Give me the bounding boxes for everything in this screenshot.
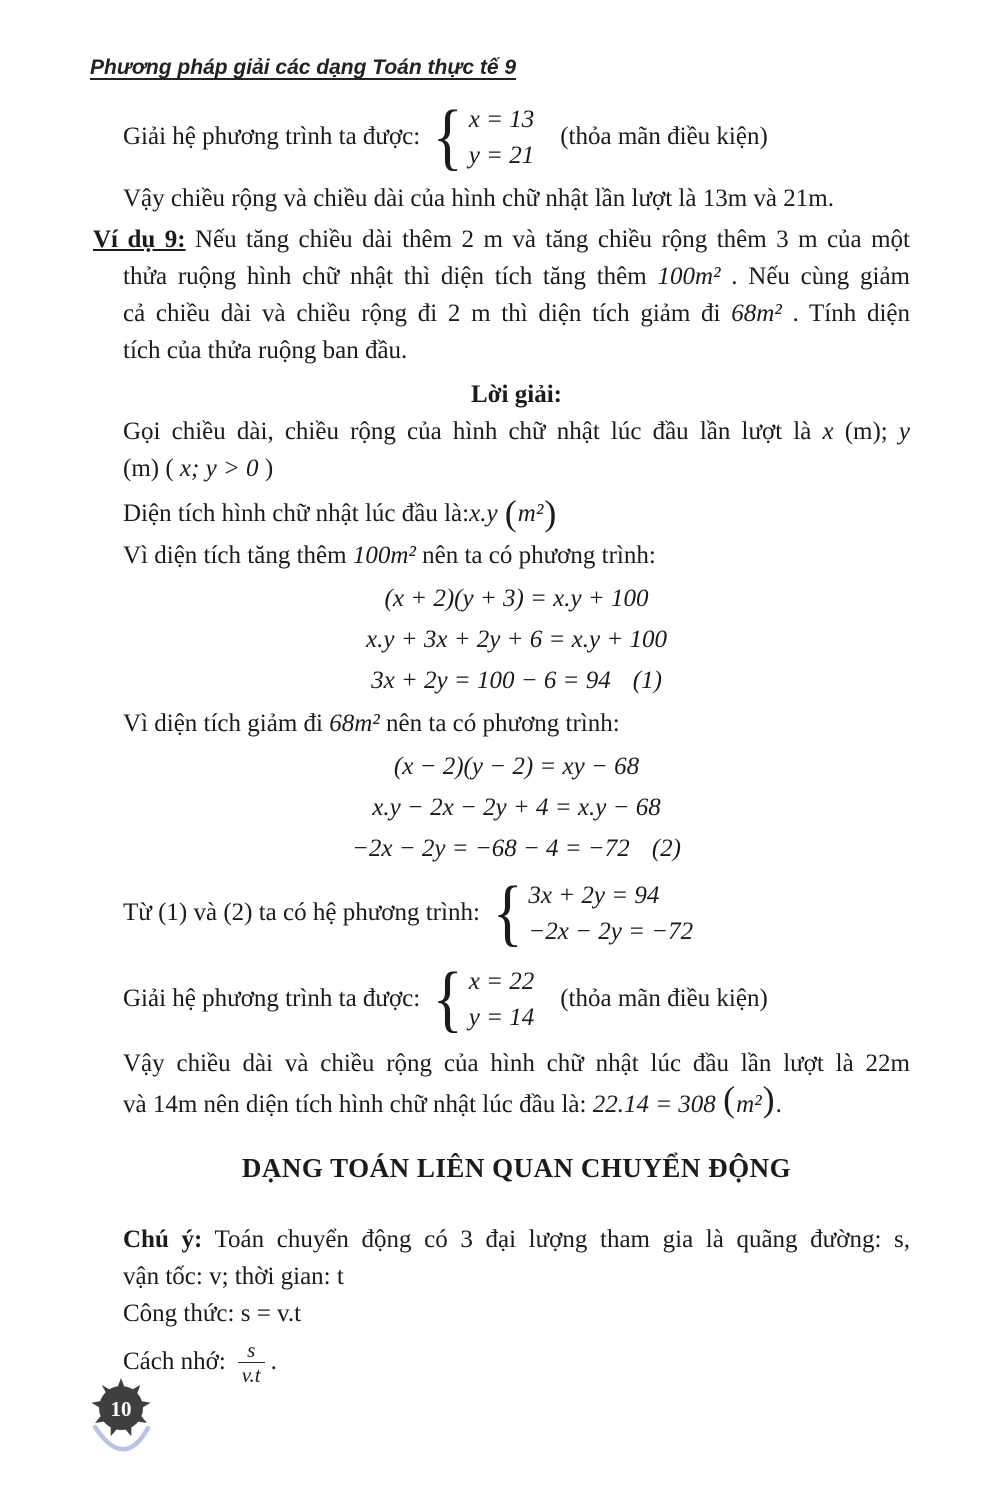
close-paren: ) [544, 493, 557, 533]
solve-system-2 [123, 957, 910, 1041]
math-expression: 100m² [352, 542, 416, 569]
equation-system-3 [430, 958, 535, 1040]
text: ) [258, 455, 274, 482]
system-rows [469, 104, 534, 171]
conclusion-1: Vậy chiều rộng và chiều dài của hình chữ nhật lần lượt là 13m và 21m. [123, 185, 834, 212]
system-row: x = 22 [468, 967, 535, 995]
math-expression: x; y > 0 [179, 455, 259, 482]
text: (m) ( [123, 455, 180, 482]
text: Toán chuyển động có 3 đại lượng tham gia là quãng đường: s, [202, 1226, 910, 1253]
math-expression: −2x − 2y = −68 − 4 = −72 [352, 835, 630, 862]
mnemonic-line [123, 1332, 910, 1392]
math-expression: 68m² [329, 710, 380, 737]
math-expression: y [898, 418, 910, 445]
text: nên ta có phương trình: [415, 542, 656, 569]
setup-line-2 [123, 450, 910, 487]
note-line-1 [123, 1221, 910, 1258]
increase-line [123, 537, 910, 574]
formula-line: Công thức: s = v.t [123, 1300, 302, 1327]
math-expression: 3x + 2y = 100 − 6 = 94 [371, 667, 611, 694]
example-9-text: Nếu tăng chiều dài thêm 2 m và tăng chiều rộng thêm 3 m của một [185, 226, 910, 253]
combine-label: Từ (1) và (2) ta có hệ phương trình: [123, 899, 480, 926]
text: Vì diện tích tăng thêm [123, 542, 353, 569]
system-rows [528, 880, 693, 947]
setup-line-1 [123, 413, 910, 450]
gear-icon [90, 1378, 151, 1449]
example-9-line-3 [123, 295, 910, 332]
condition-note: (thỏa mãn điều kiện) [560, 123, 768, 150]
note-paragraph [123, 1221, 910, 1295]
text: cả chiều dài và chiều rộng đi 2 m thì diện tích giảm đi [123, 300, 732, 327]
note-label: Chú ý: [123, 1226, 203, 1253]
equation-label: (2) [651, 835, 681, 862]
solve-system-1 [123, 96, 910, 178]
example-9-paragraph [93, 221, 910, 369]
example-9-line-2 [123, 258, 910, 295]
equation-system-1 [430, 96, 535, 178]
example-9-line-1 [93, 221, 910, 258]
mnemonic-label: Cách nhớ: [123, 1348, 226, 1375]
section-heading: DẠNG TOÁN LIÊN QUAN CHUYỂN ĐỘNG [241, 1153, 792, 1183]
text: Diện tích hình chữ nhật lúc đầu là: [123, 500, 470, 527]
equation-line: (x − 2)(y − 2) = xy − 68 [393, 753, 640, 780]
text: . [775, 1091, 782, 1118]
left-brace: { [432, 96, 464, 178]
fraction-numerator: s [247, 1337, 256, 1362]
solve-1-label: Giải hệ phương trình ta được: [123, 123, 421, 150]
system-row: x = 13 [468, 105, 535, 133]
system-rows [469, 966, 534, 1033]
text: và 14m nên diện tích hình chữ nhật lúc đầu là: [123, 1091, 593, 1118]
system-row: −2x − 2y = −72 [528, 917, 694, 945]
note-line-2: vận tốc: v; thời gian: t [123, 1263, 344, 1290]
open-paren: ( [504, 493, 517, 533]
conclusion-2 [123, 1045, 910, 1123]
solution-heading: Lời giải: [471, 381, 562, 408]
running-header: Phương pháp giải các dạng Toán thực tế 9 [90, 56, 517, 79]
system-row: y = 14 [468, 1003, 535, 1031]
setup-paragraph [123, 413, 910, 487]
text: . Tính diện [781, 300, 910, 327]
equation-line: (x + 2)(y + 3) = x.y + 100 [384, 585, 649, 612]
math-expression: 22.14 = 308 [592, 1091, 723, 1118]
area-line [123, 491, 910, 537]
text: Vì diện tích giảm đi [123, 710, 330, 737]
system-row: 3x + 2y = 94 [528, 881, 660, 909]
equation-system-2 [490, 872, 694, 954]
example-9-label: Ví dụ 9: [93, 226, 186, 253]
equation-line [123, 662, 910, 699]
math-expression: m² [517, 500, 544, 527]
open-paren: ( [723, 1079, 736, 1119]
math-expression: x.y [469, 500, 498, 527]
math-expression: 100m² [657, 263, 721, 290]
system-row: y = 21 [468, 141, 535, 169]
left-brace: { [492, 872, 523, 954]
equation-line [123, 830, 910, 867]
equation-block-1 [123, 580, 910, 699]
text: . Nếu cùng giảm [720, 263, 910, 290]
conclusion-2-line-2 [123, 1079, 910, 1123]
fraction-denominator: v.t [238, 1362, 265, 1387]
text: thửa ruộng hình chữ nhật thì diện tích tăng thêm [123, 263, 658, 290]
left-brace: { [432, 958, 464, 1040]
text: nên ta có phương trình: [379, 710, 620, 737]
text: (m); [833, 418, 899, 445]
equation-label: (1) [632, 667, 662, 694]
equation-block-2 [123, 748, 910, 867]
math-expression: m² [736, 1091, 762, 1118]
combine-system-row [123, 873, 910, 953]
fraction [238, 1338, 265, 1387]
conclusion-2-line-1: Vậy chiều dài và chiều rộng của hình chữ nhật lúc đầu lần lượt là 22m [123, 1050, 910, 1077]
equation-line: x.y − 2x − 2y + 4 = x.y − 68 [372, 794, 661, 821]
example-9-line-4: tích của thửa ruộng ban đầu. [123, 337, 408, 364]
text: Gọi chiều dài, chiều rộng của hình chữ nhật lúc đầu lần lượt là [123, 418, 823, 445]
condition-note: (thỏa mãn điều kiện) [560, 985, 768, 1012]
page-number: 10 [110, 1397, 132, 1421]
decrease-line [123, 705, 910, 742]
equation-line: x.y + 3x + 2y + 6 = x.y + 100 [366, 626, 667, 653]
text: . [270, 1348, 277, 1375]
close-paren: ) [762, 1079, 775, 1119]
math-expression: x [822, 418, 834, 445]
solve-2-label: Giải hệ phương trình ta được: [123, 985, 421, 1012]
arc-swoosh [95, 1427, 148, 1449]
page-number-badge [81, 1372, 171, 1472]
math-expression: 68m² [731, 300, 782, 327]
